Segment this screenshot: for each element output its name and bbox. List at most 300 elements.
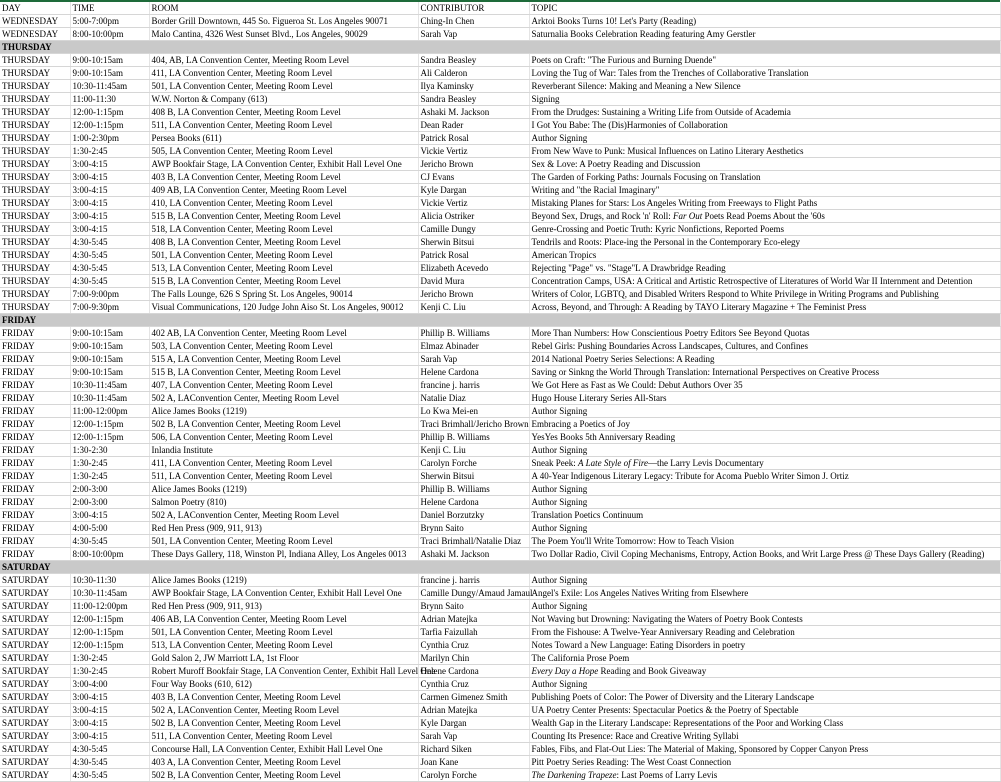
day-cell[interactable]: SATURDAY — [0, 678, 70, 691]
day-cell[interactable]: FRIDAY — [0, 496, 70, 509]
time-cell[interactable]: 12:00-1:15pm — [70, 613, 149, 626]
time-cell[interactable]: 4:30-5:45 — [70, 535, 149, 548]
room-cell[interactable]: Alice James Books (1219) — [149, 483, 418, 496]
day-cell[interactable]: FRIDAY — [0, 392, 70, 405]
day-cell[interactable]: FRIDAY — [0, 379, 70, 392]
time-cell[interactable]: 8:00-10:00pm — [70, 28, 149, 41]
topic-cell[interactable]: Pitt Poetry Series Reading: The West Coast Connection — [529, 756, 1000, 769]
contributor-cell[interactable]: Kenji C. Liu — [418, 301, 529, 314]
time-cell[interactable]: 11:00-12:00pm — [70, 600, 149, 613]
room-cell[interactable]: The Falls Lounge, 626 S Spring St. Los Angeles, 90014 — [149, 288, 418, 301]
topic-cell[interactable]: Notes Toward a New Language: Eating Disorders in poetry — [529, 639, 1000, 652]
time-cell[interactable]: 1:30-2:45 — [70, 665, 149, 678]
contributor-cell[interactable]: Marilyn Chin — [418, 652, 529, 665]
column-header-time[interactable]: TIME — [70, 2, 149, 15]
topic-cell[interactable]: From New Wave to Punk: Musical Influences on Latino Literary Aesthetics — [529, 145, 1000, 158]
contributor-cell[interactable]: Ching-In Chen — [418, 15, 529, 28]
topic-cell[interactable]: Author Signing — [529, 522, 1000, 535]
time-cell[interactable]: 12:00-1:15pm — [70, 106, 149, 119]
time-cell[interactable]: 12:00-1:15pm — [70, 639, 149, 652]
day-cell[interactable]: THURSDAY — [0, 236, 70, 249]
table-row — [0, 236, 1000, 249]
room-cell[interactable]: 506, LA Convention Center, Meeting Room Level — [149, 431, 418, 444]
topic-cell[interactable]: More Than Numbers: How Conscientious Poetry Editors See Beyond Quotas — [529, 327, 1000, 340]
room-cell[interactable]: 403 A, LA Convention Center, Meeting Room Level — [149, 756, 418, 769]
contributor-cell[interactable]: Sherwin Bitsui — [418, 470, 529, 483]
day-cell[interactable]: THURSDAY — [0, 67, 70, 80]
section-label[interactable]: THURSDAY — [0, 41, 1000, 54]
room-cell[interactable]: 515 A, LA Convention Center, Meeting Room Level — [149, 353, 418, 366]
room-cell[interactable]: 406 AB, LA Convention Center, Meeting Room Level — [149, 613, 418, 626]
time-cell[interactable]: 12:00-1:15pm — [70, 119, 149, 132]
time-cell[interactable]: 4:30-5:45 — [70, 249, 149, 262]
day-cell[interactable]: THURSDAY — [0, 80, 70, 93]
contributor-cell[interactable]: francine j. harris — [418, 574, 529, 587]
contributor-cell[interactable]: Jericho Brown — [418, 158, 529, 171]
contributor-cell[interactable]: Cynthia Cruz — [418, 678, 529, 691]
contributor-cell[interactable]: Vickie Vertiz — [418, 145, 529, 158]
day-cell[interactable]: SATURDAY — [0, 704, 70, 717]
table-row — [0, 54, 1000, 67]
topic-cell[interactable]: Author Signing — [529, 496, 1000, 509]
contributor-cell[interactable]: Phillip B. Williams — [418, 327, 529, 340]
room-cell[interactable]: 411, LA Convention Center, Meeting Room Level — [149, 67, 418, 80]
time-cell[interactable]: 1:00-2:30pm — [70, 132, 149, 145]
topic-cell[interactable]: Arktoi Books Turns 10! Let's Party (Reading) — [529, 15, 1000, 28]
day-cell[interactable]: SATURDAY — [0, 665, 70, 678]
topic-cell[interactable]: Author Signing — [529, 678, 1000, 691]
room-cell[interactable]: 407, LA Convention Center, Meeting Room Level — [149, 379, 418, 392]
topic-cell[interactable]: UA Poetry Center Presents: Spectacular Poetics & the Poetry of Spectable — [529, 704, 1000, 717]
time-cell[interactable]: 3:00-4:15 — [70, 158, 149, 171]
room-cell[interactable]: 501, LA Convention Center, Meeting Room Level — [149, 535, 418, 548]
contributor-cell[interactable]: Helene Cardona — [418, 665, 529, 678]
column-header-topic[interactable]: TOPIC — [529, 2, 1000, 15]
day-cell[interactable]: THURSDAY — [0, 171, 70, 184]
day-cell[interactable]: SATURDAY — [0, 587, 70, 600]
topic-cell[interactable]: Author Signing — [529, 574, 1000, 587]
day-cell[interactable]: THURSDAY — [0, 223, 70, 236]
contributor-cell[interactable]: Patrick Rosal — [418, 132, 529, 145]
time-cell[interactable]: 9:00-10:15am — [70, 340, 149, 353]
day-cell[interactable]: THURSDAY — [0, 262, 70, 275]
day-cell[interactable]: FRIDAY — [0, 353, 70, 366]
day-cell[interactable]: THURSDAY — [0, 249, 70, 262]
time-cell[interactable]: 3:00-4:15 — [70, 691, 149, 704]
room-cell[interactable]: 502 A, LAConvention Center, Meeting Room Level — [149, 704, 418, 717]
time-cell[interactable]: 3:00-4:15 — [70, 730, 149, 743]
contributor-cell[interactable]: Sandra Beasley — [418, 54, 529, 67]
time-cell[interactable]: 9:00-10:15am — [70, 54, 149, 67]
day-cell[interactable]: FRIDAY — [0, 522, 70, 535]
topic-cell[interactable]: Counting Its Presence: Race and Creative Writing Syllabi — [529, 730, 1000, 743]
room-cell[interactable]: 513, LA Convention Center, Meeting Room Level — [149, 262, 418, 275]
day-cell[interactable]: FRIDAY — [0, 535, 70, 548]
time-cell[interactable]: 12:00-1:15pm — [70, 626, 149, 639]
contributor-cell[interactable]: Phillip B. Williams — [418, 483, 529, 496]
time-cell[interactable]: 12:00-1:15pm — [70, 418, 149, 431]
time-cell[interactable]: 5:00-7:00pm — [70, 15, 149, 28]
topic-cell[interactable]: Author Signing — [529, 405, 1000, 418]
room-cell[interactable]: Inlandia Institute — [149, 444, 418, 457]
time-cell[interactable]: 4:00-5:00 — [70, 522, 149, 535]
room-cell[interactable]: Robert Muroff Bookfair Stage, LA Convention Center, Exhibit Hall Level One — [149, 665, 418, 678]
room-cell[interactable]: Visual Communications, 120 Judge John Aiso St. Los Angeles, 90012 — [149, 301, 418, 314]
contributor-cell[interactable]: Adrian Matejka — [418, 704, 529, 717]
time-cell[interactable]: 9:00-10:15am — [70, 366, 149, 379]
time-cell[interactable]: 1:30-2:45 — [70, 145, 149, 158]
table-row — [0, 743, 1000, 756]
topic-cell[interactable]: Hugo House Literary Series All-Stars — [529, 392, 1000, 405]
topic-text: : Last Poems of Larry Levis — [616, 770, 718, 780]
time-cell[interactable]: 10:30-11:30 — [70, 574, 149, 587]
time-cell[interactable]: 3:00-4:00 — [70, 678, 149, 691]
topic-cell[interactable] — [529, 210, 1000, 223]
day-cell[interactable]: THURSDAY — [0, 132, 70, 145]
contributor-cell[interactable]: Jericho Brown — [418, 288, 529, 301]
room-cell[interactable]: W.W. Norton & Company (613) — [149, 93, 418, 106]
day-cell[interactable]: FRIDAY — [0, 366, 70, 379]
contributor-cell[interactable]: Daniel Borzutzky — [418, 509, 529, 522]
topic-cell[interactable]: Poets on Craft: "The Furious and Burning Duende" — [529, 54, 1000, 67]
topic-cell[interactable]: Author Signing — [529, 132, 1000, 145]
day-cell[interactable]: SATURDAY — [0, 756, 70, 769]
contributor-cell[interactable]: Kyle Dargan — [418, 717, 529, 730]
room-cell[interactable]: 501, LA Convention Center, Meeting Room Level — [149, 626, 418, 639]
room-cell[interactable]: 505, LA Convention Center, Meeting Room Level — [149, 145, 418, 158]
room-cell[interactable]: Alice James Books (1219) — [149, 574, 418, 587]
room-cell[interactable]: Salmon Poetry (810) — [149, 496, 418, 509]
day-cell[interactable]: SATURDAY — [0, 600, 70, 613]
contributor-cell[interactable]: Adrian Matejka — [418, 613, 529, 626]
room-cell[interactable]: Red Hen Press (909, 911, 913) — [149, 522, 418, 535]
topic-cell[interactable]: A 40-Year Indigenous Literary Legacy: Tribute for Acoma Pueblo Writer Simon J. Ortiz — [529, 470, 1000, 483]
time-cell[interactable]: 3:00-4:15 — [70, 210, 149, 223]
topic-cell[interactable]: Saturnalia Books Celebration Reading featuring Amy Gerstler — [529, 28, 1000, 41]
day-cell[interactable]: SATURDAY — [0, 652, 70, 665]
table-row — [0, 574, 1000, 587]
day-cell[interactable]: THURSDAY — [0, 93, 70, 106]
room-cell[interactable]: 511, LA Convention Center, Meeting Room Level — [149, 730, 418, 743]
day-cell[interactable]: THURSDAY — [0, 197, 70, 210]
contributor-cell[interactable]: Traci Brimhall/Natalie Diaz — [418, 535, 529, 548]
room-cell[interactable]: 410, LA Convention Center, Meeting Room Level — [149, 197, 418, 210]
day-cell[interactable]: FRIDAY — [0, 431, 70, 444]
room-cell[interactable]: 501, LA Convention Center, Meeting Room Level — [149, 249, 418, 262]
room-cell[interactable]: 502 A, LAConvention Center, Meeting Room Level — [149, 392, 418, 405]
topic-cell[interactable]: I Got You Babe: The (Dis)Harmonies of Collaboration — [529, 119, 1000, 132]
room-cell[interactable]: 501, LA Convention Center, Meeting Room Level — [149, 80, 418, 93]
day-cell[interactable]: FRIDAY — [0, 509, 70, 522]
room-cell[interactable]: 404, AB, LA Convention Center, Meeting Room Level — [149, 54, 418, 67]
day-cell[interactable]: FRIDAY — [0, 418, 70, 431]
day-cell[interactable]: WEDNESDAY — [0, 15, 70, 28]
table-row — [0, 613, 1000, 626]
room-cell[interactable]: Gold Salon 2, JW Marriott LA, 1st Floor — [149, 652, 418, 665]
room-cell[interactable]: AWP Bookfair Stage, LA Convention Center, Exhibit Hall Level One — [149, 587, 418, 600]
table-row — [0, 67, 1000, 80]
topic-cell[interactable]: Tendrils and Roots: Place-ing the Personal in the Contemporary Eco-elegy — [529, 236, 1000, 249]
topic-cell[interactable]: Saving or Sinkng the World Through Translation: International Perspectives on Creative Process — [529, 366, 1000, 379]
day-cell[interactable]: FRIDAY — [0, 405, 70, 418]
day-cell[interactable]: FRIDAY — [0, 483, 70, 496]
contributor-cell[interactable]: Carolyn Forche — [418, 769, 529, 782]
contributor-cell[interactable]: Richard Siken — [418, 743, 529, 756]
room-cell[interactable]: 502 A, LAConvention Center, Meeting Room Level — [149, 509, 418, 522]
time-cell[interactable]: 4:30-5:45 — [70, 275, 149, 288]
topic-cell[interactable]: Across, Beyond, and Through: A Reading by TAYO Literary Magazine + The Feminist Press — [529, 301, 1000, 314]
column-header-contributor[interactable]: CONTRIBUTOR — [418, 2, 529, 15]
room-cell[interactable]: 518, LA Convention Center, Meeting Room Level — [149, 223, 418, 236]
day-cell[interactable]: THURSDAY — [0, 210, 70, 223]
topic-cell[interactable]: Writing and "the Racial Imaginary" — [529, 184, 1000, 197]
room-cell[interactable]: 515 B, LA Convention Center, Meeting Room Level — [149, 210, 418, 223]
topic-cell[interactable]: From the Drudges: Sustaining a Writing Life from Outside of Academia — [529, 106, 1000, 119]
time-cell[interactable]: 4:30-5:45 — [70, 743, 149, 756]
section-label[interactable]: SATURDAY — [0, 561, 1000, 574]
contributor-cell[interactable]: Phillip B. Williams — [418, 431, 529, 444]
room-cell[interactable]: Persea Books (611) — [149, 132, 418, 145]
topic-cell[interactable]: Two Dollar Radio, Civil Coping Mechanisms, Entropy, Action Books, and Writ Large Press @ These Days Gallery (Reading) — [529, 548, 1000, 561]
time-cell[interactable]: 3:00-4:15 — [70, 717, 149, 730]
time-cell[interactable]: 7:00-9:30pm — [70, 301, 149, 314]
time-cell[interactable]: 1:30-2:30 — [70, 444, 149, 457]
topic-cell[interactable]: Fables, Fibs, and Flat-Out Lies: The Material of Making, Sponsored by Copper Canyon Press — [529, 743, 1000, 756]
topic-cell[interactable]: We Got Here as Fast as We Could: Debut Authors Over 35 — [529, 379, 1000, 392]
contributor-cell[interactable]: Tarfia Faizullah — [418, 626, 529, 639]
contributor-cell[interactable]: David Mura — [418, 275, 529, 288]
room-cell[interactable]: 409 AB, LA Convention Center, Meeting Room Level — [149, 184, 418, 197]
contributor-cell[interactable]: Sarah Vap — [418, 353, 529, 366]
room-cell[interactable]: 515 B, LA Convention Center, Meeting Room Level — [149, 275, 418, 288]
room-cell[interactable]: Concourse Hall, LA Convention Center, Exhibit Hall Level One — [149, 743, 418, 756]
day-cell[interactable]: FRIDAY — [0, 327, 70, 340]
topic-cell[interactable]: Loving the Tug of War: Tales from the Trenches of Collaborative Translation — [529, 67, 1000, 80]
time-cell[interactable]: 3:00-4:15 — [70, 171, 149, 184]
day-cell[interactable]: SATURDAY — [0, 574, 70, 587]
time-cell[interactable]: 10:30-11:45am — [70, 392, 149, 405]
room-cell[interactable]: Malo Cantina, 4326 West Sunset Blvd., Los Angeles, 90029 — [149, 28, 418, 41]
topic-cell[interactable]: 2014 National Poetry Series Selections: A Reading — [529, 353, 1000, 366]
room-cell[interactable]: 515 B, LA Convention Center, Meeting Room Level — [149, 366, 418, 379]
contributor-cell[interactable]: Kenji C. Liu — [418, 444, 529, 457]
contributor-cell[interactable]: CJ Evans — [418, 171, 529, 184]
contributor-cell[interactable]: Natalie Diaz — [418, 392, 529, 405]
contributor-cell[interactable]: Camille Dungy/Amaud Jamaul — [418, 587, 529, 600]
table-row — [0, 171, 1000, 184]
topic-cell[interactable]: Author Signing — [529, 600, 1000, 613]
topic-cell[interactable]: Concentration Camps, USA: A Critical and Artistic Retrospective of Literatures of World War II Internment and Detention — [529, 275, 1000, 288]
topic-cell[interactable]: Angel's Exile: Los Angeles Natives Writing from Elsewhere — [529, 587, 1000, 600]
day-cell[interactable]: THURSDAY — [0, 301, 70, 314]
day-cell[interactable]: SATURDAY — [0, 691, 70, 704]
topic-cell[interactable]: Embracing a Poetics of Joy — [529, 418, 1000, 431]
day-cell[interactable]: WEDNESDAY — [0, 28, 70, 41]
time-cell[interactable]: 11:00-12:00pm — [70, 405, 149, 418]
day-cell[interactable]: THURSDAY — [0, 158, 70, 171]
topic-cell[interactable]: Mistaking Planes for Stars: Los Angeles Writing from Freeways to Flight Paths — [529, 197, 1000, 210]
room-cell[interactable]: 511, LA Convention Center, Meeting Room Level — [149, 470, 418, 483]
contributor-cell[interactable]: Sandra Beasley — [418, 93, 529, 106]
contributor-cell[interactable]: Brynn Saito — [418, 522, 529, 535]
time-cell[interactable]: 3:00-4:15 — [70, 223, 149, 236]
room-cell[interactable]: 408 B, LA Convention Center, Meeting Room Level — [149, 236, 418, 249]
room-cell[interactable]: AWP Bookfair Stage, LA Convention Center, Exhibit Hall Level One — [149, 158, 418, 171]
time-cell[interactable]: 8:00-10:00pm — [70, 548, 149, 561]
time-cell[interactable]: 4:30-5:45 — [70, 756, 149, 769]
contributor-cell[interactable]: Patrick Rosal — [418, 249, 529, 262]
contributor-cell[interactable]: Sarah Vap — [418, 730, 529, 743]
room-cell[interactable]: Border Grill Downtown, 445 So. Figueroa St. Los Angeles 90071 — [149, 15, 418, 28]
day-cell[interactable]: THURSDAY — [0, 288, 70, 301]
contributor-cell[interactable]: Carmen Gimenez Smith — [418, 691, 529, 704]
topic-cell[interactable]: Sex & Love: A Poetry Reading and Discussion — [529, 158, 1000, 171]
room-cell[interactable]: 411, LA Convention Center, Meeting Room Level — [149, 457, 418, 470]
topic-cell[interactable]: YesYes Books 5th Anniversary Reading — [529, 431, 1000, 444]
time-cell[interactable]: 4:30-5:45 — [70, 769, 149, 782]
contributor-cell[interactable]: Traci Brimhall/Jericho Brown — [418, 418, 529, 431]
topic-cell[interactable]: Genre-Crossing and Poetic Truth: Kyric Nonfictions, Reported Poems — [529, 223, 1000, 236]
contributor-cell[interactable]: francine j. harris — [418, 379, 529, 392]
table-row — [0, 301, 1000, 314]
day-cell[interactable]: FRIDAY — [0, 444, 70, 457]
topic-cell[interactable]: Reverberant Silence: Making and Meaning a New Silence — [529, 80, 1000, 93]
day-cell[interactable]: SATURDAY — [0, 743, 70, 756]
room-cell[interactable]: 503, LA Convention Center, Meeting Room Level — [149, 340, 418, 353]
topic-cell[interactable]: From the Fishouse: A Twelve-Year Anniversary Reading and Celebration — [529, 626, 1000, 639]
topic-cell[interactable]: Publishing Poets of Color: The Power of Diversity and the Literary Landscape — [529, 691, 1000, 704]
time-cell[interactable]: 12:00-1:15pm — [70, 431, 149, 444]
topic-italic-title: A Late Style of Fire — [578, 458, 648, 468]
room-cell[interactable]: 513, LA Convention Center, Meeting Room Level — [149, 639, 418, 652]
room-cell[interactable]: 402 AB, LA Convention Center, Meeting Room Level — [149, 327, 418, 340]
time-cell[interactable]: 1:30-2:45 — [70, 470, 149, 483]
table-row — [0, 15, 1000, 28]
day-cell[interactable]: SATURDAY — [0, 769, 70, 782]
contributor-cell[interactable]: Cynthia Cruz — [418, 639, 529, 652]
topic-cell[interactable] — [529, 457, 1000, 470]
time-cell[interactable]: 9:00-10:15am — [70, 327, 149, 340]
time-cell[interactable]: 3:00-4:15 — [70, 184, 149, 197]
time-cell[interactable]: 10:30-11:45am — [70, 80, 149, 93]
time-cell[interactable]: 9:00-10:15am — [70, 67, 149, 80]
contributor-cell[interactable]: Alicia Ostriker — [418, 210, 529, 223]
room-cell[interactable]: 403 B, LA Convention Center, Meeting Room Level — [149, 691, 418, 704]
time-cell[interactable]: 1:30-2:45 — [70, 652, 149, 665]
day-cell[interactable]: SATURDAY — [0, 717, 70, 730]
contributor-cell[interactable]: Elizabeth Acevedo — [418, 262, 529, 275]
room-cell[interactable]: These Days Gallery, 118, Winston Pl, Indiana Alley, Los Angeles 0013 — [149, 548, 418, 561]
room-cell[interactable]: Red Hen Press (909, 911, 913) — [149, 600, 418, 613]
time-cell[interactable]: 9:00-10:15am — [70, 353, 149, 366]
contributor-cell[interactable]: Lo Kwa Mei-en — [418, 405, 529, 418]
time-cell[interactable]: 10:30-11:45am — [70, 587, 149, 600]
section-label[interactable]: FRIDAY — [0, 314, 1000, 327]
room-cell[interactable]: 403 B, LA Convention Center, Meeting Room Level — [149, 171, 418, 184]
topic-cell[interactable]: Not Waving but Drowning: Navigating the Waters of Poetry Book Contests — [529, 613, 1000, 626]
contributor-cell[interactable]: Ilya Kaminsky — [418, 80, 529, 93]
topic-cell[interactable]: Translation Poetics Continuum — [529, 509, 1000, 522]
contributor-cell[interactable]: Helene Cardona — [418, 496, 529, 509]
contributor-cell[interactable]: Camille Dungy — [418, 223, 529, 236]
day-cell[interactable]: THURSDAY — [0, 106, 70, 119]
topic-cell[interactable]: Rejecting "Page" vs. "Stage"L A Drawbridge Reading — [529, 262, 1000, 275]
contributor-cell[interactable]: Carolyn Forche — [418, 457, 529, 470]
day-cell[interactable]: THURSDAY — [0, 275, 70, 288]
time-cell[interactable]: 4:30-5:45 — [70, 236, 149, 249]
topic-cell[interactable]: The California Prose Poem — [529, 652, 1000, 665]
topic-cell[interactable] — [529, 665, 1000, 678]
contributor-cell[interactable]: Dean Rader — [418, 119, 529, 132]
day-cell[interactable]: THURSDAY — [0, 184, 70, 197]
day-cell[interactable]: FRIDAY — [0, 457, 70, 470]
room-cell[interactable]: Alice James Books (1219) — [149, 405, 418, 418]
day-cell[interactable]: THURSDAY — [0, 145, 70, 158]
room-cell[interactable]: 408 B, LA Convention Center, Meeting Room Level — [149, 106, 418, 119]
topic-cell[interactable]: Wealth Gap in the Literary Landscape: Representations of the Poor and Working Class — [529, 717, 1000, 730]
time-cell[interactable]: 10:30-11:45am — [70, 379, 149, 392]
time-cell[interactable]: 11:00-11:30 — [70, 93, 149, 106]
contributor-cell[interactable]: Helene Cardona — [418, 366, 529, 379]
contributor-cell[interactable]: Vickie Vertiz — [418, 197, 529, 210]
table-row — [0, 210, 1000, 223]
contributor-cell[interactable]: Ashaki M. Jackson — [418, 548, 529, 561]
time-cell[interactable]: 2:00-3:00 — [70, 496, 149, 509]
room-cell[interactable]: 502 B, LA Convention Center, Meeting Room Level — [149, 418, 418, 431]
day-cell[interactable]: FRIDAY — [0, 548, 70, 561]
topic-cell[interactable]: Author Signing — [529, 483, 1000, 496]
topic-cell[interactable]: Signing — [529, 93, 1000, 106]
time-cell[interactable]: 3:00-4:15 — [70, 509, 149, 522]
contributor-cell[interactable]: Elmaz Abinader — [418, 340, 529, 353]
topic-cell[interactable]: Rebel Girls: Pushing Boundaries Across Landscapes, Cultures, and Confines — [529, 340, 1000, 353]
contributor-cell[interactable]: Joan Kane — [418, 756, 529, 769]
contributor-cell[interactable]: Ashaki M. Jackson — [418, 106, 529, 119]
topic-cell[interactable]: American Tropics — [529, 249, 1000, 262]
time-cell[interactable]: 3:00-4:15 — [70, 197, 149, 210]
contributor-cell[interactable]: Sarah Vap — [418, 28, 529, 41]
time-cell[interactable]: 4:30-5:45 — [70, 262, 149, 275]
room-cell[interactable]: Four Way Books (610, 612) — [149, 678, 418, 691]
contributor-cell[interactable]: Ali Calderon — [418, 67, 529, 80]
contributor-cell[interactable]: Kyle Dargan — [418, 184, 529, 197]
time-cell[interactable]: 2:00-3:00 — [70, 483, 149, 496]
topic-cell[interactable]: Author Signing — [529, 444, 1000, 457]
room-cell[interactable]: 511, LA Convention Center, Meeting Room Level — [149, 119, 418, 132]
time-cell[interactable]: 1:30-2:45 — [70, 457, 149, 470]
contributor-cell[interactable]: Sherwin Bitsui — [418, 236, 529, 249]
topic-cell[interactable] — [529, 769, 1000, 782]
column-header-day[interactable]: DAY — [0, 2, 70, 15]
day-cell[interactable]: SATURDAY — [0, 613, 70, 626]
day-cell[interactable]: SATURDAY — [0, 639, 70, 652]
day-cell[interactable]: THURSDAY — [0, 119, 70, 132]
room-cell[interactable]: 502 B, LA Convention Center, Meeting Room Level — [149, 717, 418, 730]
topic-cell[interactable]: The Poem You'll Write Tomorrow: How to Teach Vision — [529, 535, 1000, 548]
time-cell[interactable]: 7:00-9:00pm — [70, 288, 149, 301]
column-header-room[interactable]: ROOM — [149, 2, 418, 15]
day-cell[interactable]: FRIDAY — [0, 340, 70, 353]
day-cell[interactable]: SATURDAY — [0, 626, 70, 639]
room-cell[interactable]: 502 B, LA Convention Center, Meeting Room Level — [149, 769, 418, 782]
time-cell[interactable]: 3:00-4:15 — [70, 704, 149, 717]
contributor-cell[interactable]: Brynn Saito — [418, 600, 529, 613]
day-cell[interactable]: SATURDAY — [0, 730, 70, 743]
day-cell[interactable]: THURSDAY — [0, 54, 70, 67]
day-cell[interactable]: FRIDAY — [0, 470, 70, 483]
topic-cell[interactable]: The Garden of Forking Paths: Journals Focusing on Translation — [529, 171, 1000, 184]
topic-cell[interactable]: Writers of Color, LGBTQ, and Disabled Writers Respond to White Privilege in Writing Programs and Publishing — [529, 288, 1000, 301]
